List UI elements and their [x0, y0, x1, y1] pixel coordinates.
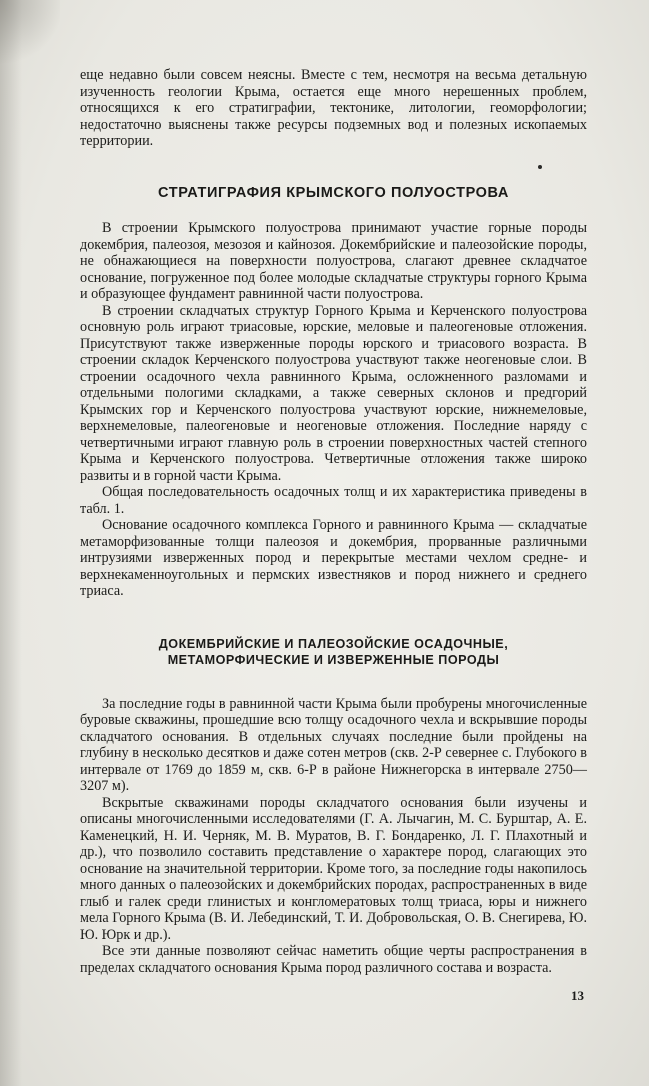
page-number: 13 — [571, 988, 584, 1003]
section-heading-stratigraphy: СТРАТИГРАФИЯ КРЫМСКОГО ПОЛУОСТРОВА — [158, 184, 509, 201]
page-body — [80, 67, 587, 976]
paragraph: Общая последовательность осадочных толщ и их характеристика приведены в табл. 1. — [80, 484, 587, 517]
intro-paragraph: еще недавно были совсем неясны. Вместе с тем, несмотря на весьма детальную изученность геологии Крыма, остается еще много нерешенных проблем, относящихся к его стратиграфии, тектонике, литологии, геоморфологии; недостаточно выяснены также ресурсы подземных вод и полезных ископаемых территории. — [80, 67, 587, 149]
paragraph: За последние годы в равнинной части Крыма были пробурены многочисленные буровые скважины, прошедшие всю толщу осадочного чехла и вскрывшие породы складчатого основания. В отдельных случаях последние были пройдены на глубину в несколько десятков и даже сотен метров (скв. 2-Р севернее с. Глубокого в интервале от 1769 до 1859 м, скв. 6-Р в районе Нижнегорска в интервале 2750—3207 м). — [80, 695, 587, 794]
heading-line: МЕТАМОРФИЧЕСКИЕ И ИЗВЕРЖЕННЫЕ ПОРОДЫ — [167, 652, 500, 667]
scan-corner-mark — [0, 0, 60, 70]
paragraph: Вскрытые скважинами породы складчатого основания были изучены и описаны многочисленными исследователями (Г. А. Лычагин, М. С. Бурштар, А. Е. Каменецкий, Н. И. Черняк, М. В. Муратов, В. Г. Бондаренко, Л. Г. Плахотный и др.), что позволило составить представление о характере пород, слагающих это основание на значительной территории. Кроме того, за последние годы накопилось много данных о палеозойских и докембрийских породах, распространенных в виде глыб и галек среди глинистых и конгломератовых толщ триаса, юры и нижнего мела Горного Крыма (В. И. Лебединский, Т. И. Добровольская, О. В. Снегирева, Ю. Ю. Юрк и др.). — [80, 794, 587, 943]
paragraph: В строении складчатых структур Горного Крыма и Керченского полуострова основную роль играют триасовые, юрские, меловые и палеогеновые отложения. Присутствуют также изверженные породы юрского и триасового возраста. В строении складок Керченского полуострова участвуют также неогеновые слои. В строении осадочного чехла равнинного Крыма, осложненного разломами и отдельными пологими складками, а также северных склонов и предгорий Крымских гор и Керченского полуострова участвуют юрские, нижнемеловые, верхнемеловые, палеогеновые и неогеновые отложения. Последние наряду с четвертичными играют главную роль в строении поверхностных частей степного Крыма и Керченского полуострова. Четвертичные отложения также широко развиты и в горной части Крыма. — [80, 302, 587, 484]
paragraph: Основание осадочного комплекса Горного и равнинного Крыма — складчатые метаморфизованные толщи палеозоя и докембрия, прорванные различными интрузиями изверженных пород и перекрытые местами чехлом средне- и верхнекаменноугольных и пермских известняков и пород нижнего и среднего триаса. — [80, 517, 587, 599]
scan-edge-shadow — [0, 0, 22, 1086]
heading-line: ДОКЕМБРИЙСКИЕ И ПАЛЕОЗОЙСКИЕ ОСАДОЧНЫЕ, — [158, 636, 509, 651]
section-heading-precambrian — [80, 636, 587, 668]
paragraph: Все эти данные позволяют сейчас наметить общие черты распространения в пределах складчатого основания Крыма пород различного состава и возраста. — [80, 943, 587, 976]
paragraph: В строении Крымского полуострова принимают участие горные породы докембрия, палеозоя, мезозоя и кайнозоя. Докембрийские и палеозойские породы, не обнажающиеся на поверхности полуострова, слагают древнее складчатое основание, погруженное под более молодые складчатые структуры горного Крыма и образующее фундамент равнинной части полуострова. — [80, 220, 587, 302]
